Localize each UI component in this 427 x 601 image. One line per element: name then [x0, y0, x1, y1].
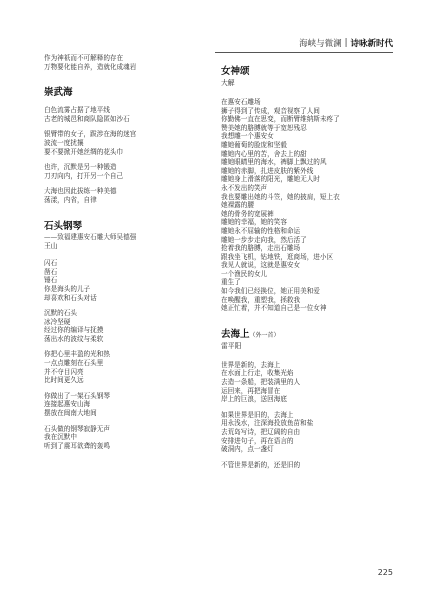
poem-line: 也许，沉默是另一种锻造 — [44, 163, 117, 172]
poem-title — [221, 66, 397, 78]
poem-line: 在惠安石雕场 — [221, 98, 261, 106]
poem-line: 一点点雕刻在石头里 — [44, 359, 104, 368]
poem-author: 雷平阳 — [221, 341, 242, 350]
poem-line: 作为神祇而不可解释的存在 — [44, 54, 124, 62]
poem-line: 你把心里丰盈的光和热 — [44, 350, 110, 359]
stanza-gap — [221, 404, 397, 411]
poem-line: 雕她永不屈输的性格和命运 — [221, 226, 301, 235]
poem-line: 安排进句子，再在语言的 — [221, 436, 294, 445]
poem-line: 我在沉默中 — [44, 433, 77, 442]
stanza-gap — [44, 71, 209, 85]
poem-line: 石头做的钢琴寂静无声 — [44, 424, 110, 433]
poem-line: 永不发出的笑声 — [221, 183, 268, 192]
poem-line: 冰冷坚硬 — [44, 317, 71, 326]
poem-line: 并不夺目闪亮 — [44, 367, 84, 376]
poem-line: 摆放在闽南大地间 — [44, 409, 97, 418]
poem-title-text: 女神颂 — [221, 66, 250, 77]
poem-line: 用永浅水，注深海投放鱼苗和盐 — [221, 419, 314, 428]
poem-line: 她裸露的腰 — [221, 201, 254, 210]
poem-line: 雕她葡萄的脸庞和坚毅 — [221, 140, 287, 149]
poem-line: 却喜欢和石头对话 — [44, 293, 97, 302]
poem-line: 狮子得到了传成，观音视察了人间 — [221, 106, 320, 115]
poem-line: 运回来，再把海冒在 — [221, 386, 281, 395]
poem-line: 荡出水的波纹与柔软 — [44, 334, 104, 343]
poem-subtitle: ——致福建惠安石雕大师吴德强 — [44, 232, 137, 241]
header-separator: | — [344, 38, 348, 48]
poem-line: 如果世界是旧的，去海上 — [221, 410, 294, 419]
poem-line: 赞美她的胳膊就等于宽恕残忍 — [221, 123, 307, 132]
stanza-gap — [221, 351, 397, 361]
poem-line: 她正忙着，并不知道自己是一位女神 — [221, 304, 327, 313]
poem-line: 在水面上行走，收集光焰 — [221, 369, 294, 378]
poem-line: 一个渔民的女儿 — [221, 269, 268, 278]
poem-line: 去荒岛写诗，把辽阔的自由 — [221, 428, 301, 436]
poem-line: 不管世界是新的，还是旧的 — [221, 460, 301, 469]
poem-title-suffix: （外一首） — [249, 331, 280, 339]
header-series-name: 海峡与微澜 — [299, 39, 342, 49]
poem-line: 大海也因此拔练一种美德 — [44, 187, 117, 196]
poem-line: 闪石 — [44, 259, 58, 268]
poem-title-text: 崇武海 — [44, 87, 73, 99]
poem-line: 波流一度扰攘 — [44, 138, 84, 147]
poem-line: 你勤佛一直在思变，而断臂维纳斯未疼了 — [221, 115, 340, 124]
poem-line: 白色流雾占据了地平线 — [44, 106, 110, 115]
poem-line: 重生了 — [221, 278, 241, 287]
stanza-gap — [44, 385, 209, 392]
poem-line: 去造一条船，把装满里的人 — [221, 378, 301, 387]
poem-line: 我也要雕出她的斗笠，她的披肩，短上衣 — [221, 192, 340, 201]
poem-line: 荡漾，内省，自律 — [44, 195, 97, 204]
poem-line: 锤石 — [44, 276, 58, 285]
poem-line: 沉默的石头 — [44, 309, 77, 318]
right-column — [221, 64, 397, 469]
stanza-gap — [44, 418, 209, 425]
poem-line: 雕她身上滑落的阳光，雕她无人时 — [221, 175, 320, 184]
poem-title-text: 石头钢琴 — [44, 220, 83, 232]
running-header — [299, 36, 393, 50]
poem-line: 在唤醒我，重塑我，拯救我 — [221, 295, 301, 304]
page-number: 225 — [377, 568, 393, 577]
stanza-gap — [221, 88, 397, 98]
poem-line: 比时间更久远 — [44, 376, 84, 385]
poem-line: 如今我们已经换位，她正用美和爱 — [221, 287, 320, 296]
poem-line: 雕她的赤脚，扎进皮肤的紫外线 — [221, 166, 314, 175]
left-column — [44, 54, 209, 450]
poem-line: 我见人就说，这就是惠安女 — [221, 261, 301, 270]
poem-line: 雕她一步步走向我，然后活了 — [221, 235, 307, 244]
poem-line: 雕她内心里的苦，舍去上的甜 — [221, 149, 307, 158]
poem-line: 破洞内，点一盏灯 — [221, 445, 274, 454]
stanza-gap — [221, 454, 397, 461]
poem-line: 跟我坐飞机，钻地铁，逛商场，进小区 — [221, 252, 334, 261]
poem-line: 古老的城邑和商队隐匿如沙石 — [44, 114, 130, 123]
poem-line: 雕她的幸福，她的笑容 — [221, 218, 287, 227]
poem-line: 刀刃向内，打开另一个自己 — [44, 171, 124, 180]
poem-line: 她的骨务的宽展裤 — [221, 209, 274, 218]
poem-line: 抢着我的胳膊，走出石雕场 — [221, 244, 301, 253]
poem-line: 我想雕一个惠安女 — [221, 132, 274, 141]
poem-line: 世界是新的，去海上 — [221, 360, 281, 369]
poem-line: 万物要化能自养，造就化成魂岩 — [44, 62, 137, 71]
poem-line: 你做出了一架石头钢琴 — [44, 391, 110, 400]
poem-line: 要不要掀开她丝绸的花头巾 — [44, 147, 124, 156]
stanza-gap — [44, 205, 209, 219]
poem-line: 连接起惠安山海 — [44, 400, 91, 409]
poem-line: 凿石 — [44, 267, 58, 276]
poem-title-text: 去海上 — [221, 328, 250, 340]
poem-line: 银臂带的女子，跋涉在海的迷宫 — [44, 130, 137, 139]
poem-title — [44, 87, 209, 99]
stanza-gap — [221, 313, 397, 327]
poem-title — [44, 221, 209, 233]
header-rule — [215, 52, 393, 53]
header-section-name: 诗咏新时代 — [350, 39, 393, 49]
poem-line: 雕她眼睛里的海水，裤脚上飘过的风 — [221, 158, 327, 167]
poem-line: 你是海头的儿子 — [44, 284, 91, 293]
poem-line: 听到了震耳欲聋的轰鸣 — [44, 441, 110, 450]
stanza-gap — [44, 251, 209, 259]
poem-line: 经过你的编译与抚摸 — [44, 326, 104, 335]
poem-author: 大解 — [221, 79, 235, 87]
poem-line: 岸上的巨浪，送回海底 — [221, 395, 287, 404]
poem-title — [221, 329, 397, 341]
poem-author: 王山 — [44, 242, 58, 251]
